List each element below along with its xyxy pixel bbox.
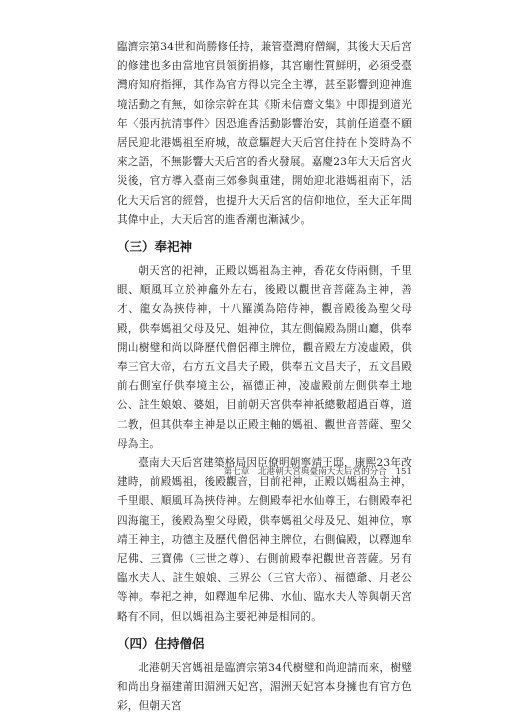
section-heading-deities: （三）奉祀神: [117, 239, 193, 255]
paragraph-continuation: 臨濟宗第34世和尚勝修任持，兼管臺灣府僧綱，其後大天后宮的修建也多由當地官員領銜捐修，其宮廟性質鮮明，必須受臺灣府知府指揮，其作為官方得以完全主導，甚至影響到迎神進境活動之有無，如徐宗幹在其《斯未信齋文集》中即提到道光年〈張丙抗清事件〉因恐進香活動影響治安，其前任道臺不願居民迎北港媽祖至府城，故意驅趕大天后宮住持在卜筊時為不來之語，不無影響大天后宮的香火發展。嘉慶23年大天后宮火災後，官方導入臺南三郊參與重建，開始迎北港媽祖南下，活化大天后宮的經營，也提升大天后宮的信仰地位，至大正年間其偉中止，大天后宮的進香潮也漸減少。: [117, 41, 412, 226]
section-heading-monks: （四）住持僧侶: [117, 635, 205, 651]
paragraph-monks: 北港朝天宮媽祖是臨濟宗第34代樹璧和尚迎請而來，樹璧和尚出身福建莆田湄洲天妃宮，湄洲天妃宮本身擁也有官方色彩，但朝天宮: [117, 661, 412, 713]
page-content: [117, 38, 412, 717]
page-number: 151: [395, 467, 412, 477]
page-footer: [117, 465, 412, 477]
paragraph-datianhou-deities: 臺南大天后宮建築格局因臣僚明朝寧靖王邸，康熙23年改建時，前殿媽祖，後殿觀音，目前祀神，正殿以媽祖為主神，千里眼、順風耳為挾侍神。左側殿奉祀水仙尊王，右側殿奉祀四海龍王，後殿為聖父母殿，供奉媽祖父母及兄、姐神位，寧靖王神主，功德主及歷代僧侶神主牌位，右側偏殿，以釋迦牟尼佛、三寶佛（三世之尊）、右側前殿奉祀觀世音菩薩。另有臨水夫人、註生娘娘、三界公（三官大帝）、福德爺、月老公等神。奉祀之神，如釋迦牟尼佛、水仙、臨水夫人等與朝天宮略有不同，但以媽祖為主要祀神是相同的。: [117, 457, 412, 623]
footer-chapter-title: 第七章 北港朝天宮與臺南大天后宮的分合: [223, 467, 387, 477]
paragraph-chaotian-deities: 朝天宮的祀神，正殿以媽祖為主神，香花女侍兩側，千里眼、順風耳立於神龕外左右，後殿以觀世音菩薩為主神，善才、龍女為挾侍神，十八羅漢為陪侍神，觀音殿後為聖父母殿，供奉媽祖父母及兄、姐神位，其左側偏殿為開山廳，供奉開山樹璧和尚以降歷代僧侶禪主牌位，觀音殿左方凌虛殿，供奉三官大帝，右方五文昌夫子殿，供奉五文昌夫子，五文昌殿前右側室仔供奉境主公，福德正神，凌虛殿前左側供奉土地公、註生娘娘、婆姐，目前朝天宮供奉神祇總數超過百尊，道二教，但其供奉主神是以正殿主軸的媽祖、觀世音菩薩、聖父母為主。: [117, 265, 412, 450]
